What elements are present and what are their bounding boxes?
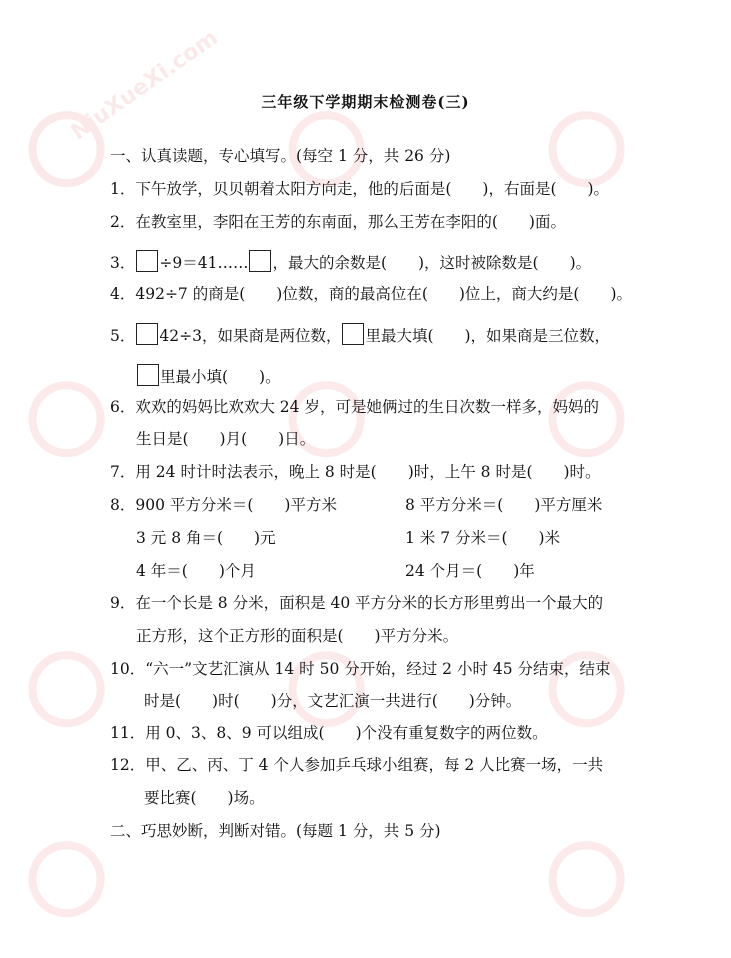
question-8-r1b: 8 平方分米＝( )平方厘米	[405, 496, 603, 514]
question-7: 7．用 24 时计时法表示，晚上 8 时是( )时，上午 8 时是( )时。	[110, 463, 601, 481]
watermark-text: NiuXueXi.com	[66, 25, 223, 146]
question-9-line1: 9．在一个长是 8 分米，面积是 40 平方分米的长方形里剪出一个最大的	[110, 594, 604, 612]
question-5	[110, 323, 610, 346]
question-3-number: 3．	[110, 254, 136, 272]
question-3-expr: ÷9＝41……	[159, 254, 249, 272]
blank-box[interactable]	[249, 250, 271, 272]
question-6-line1: 6．欢欢的妈妈比欢欢大 24 岁，可是她俩过的生日次数一样多，妈妈的	[110, 398, 599, 416]
question-10-line2: 时是( )时( )分，文艺汇演一共进行( )分钟。	[144, 692, 522, 710]
page-title: 三年级下学期期末检测卷(三)	[261, 93, 470, 111]
question-3-text: ，最大的余数是( )，这时被除数是( )。	[272, 254, 592, 272]
blank-box[interactable]	[136, 323, 158, 345]
question-6-line2: 生日是( )月( )日。	[136, 430, 316, 448]
watermark-ring	[14, 366, 120, 472]
question-8-r1a: 8．900 平方分米＝( )平方米	[110, 496, 337, 514]
watermark-ring	[534, 636, 640, 742]
question-8-r3a: 4 年＝( )个月	[136, 562, 256, 580]
question-8-r2a: 3 元 8 角＝( )元	[136, 529, 276, 547]
section1-heading: 一、认真读题，专心填写。(每空 1 分，共 26 分)	[110, 147, 451, 165]
question-5-number: 5．	[110, 327, 136, 345]
question-8-r2b: 1 米 7 分米＝( )米	[405, 529, 561, 547]
question-9-line2: 正方形，这个正方形的面积是( )平方分米。	[136, 627, 459, 645]
question-5-text-b: 里最大填( )，如果商是三位数，	[365, 327, 611, 345]
watermark-ring	[14, 826, 120, 932]
question-4: 4．492÷7 的商是( )位数，商的最高位在( )位上，商大约是( )。	[110, 285, 633, 303]
watermark-logo	[503, 763, 698, 958]
question-5-text-a: 42÷3，如果商是两位数，	[159, 327, 342, 345]
question-2: 2．在教室里，李阳在王芳的东南面，那么王芳在李阳的( )面。	[110, 213, 566, 231]
question-1: 1．下午放学，贝贝朝着太阳方向走，他的后面是( )，右面是( )。	[110, 180, 610, 198]
question-11: 11．用 0、3、8、9 可以组成( )个没有重复数字的两位数。	[110, 724, 548, 742]
watermark-ring	[534, 826, 640, 932]
watermark-ring	[534, 366, 640, 472]
question-3	[110, 250, 591, 273]
question-12-line2: 要比赛( )场。	[144, 789, 265, 807]
question-8-r3b: 24 个月＝( )年	[405, 562, 535, 580]
question-12-line1: 12．甲、乙、丙、丁 4 个人参加乒乓球小组赛，每 2 人比赛一场，一共	[110, 756, 604, 774]
blank-box[interactable]	[136, 250, 158, 272]
question-5-cont	[136, 364, 281, 387]
blank-box[interactable]	[342, 323, 364, 345]
question-5-text-c: 里最小填( )。	[160, 368, 281, 386]
watermark-ring	[14, 636, 120, 742]
question-10-line1: 10．“六一”文艺汇演从 14 时 50 分开始，经过 2 小时 45 分结束，结束	[110, 660, 611, 678]
watermark-ring	[14, 96, 120, 202]
blank-box[interactable]	[137, 364, 159, 386]
section2-heading: 二、巧思妙断，判断对错。(每题 1 分，共 5 分)	[110, 822, 441, 840]
watermark-ring	[274, 366, 380, 472]
